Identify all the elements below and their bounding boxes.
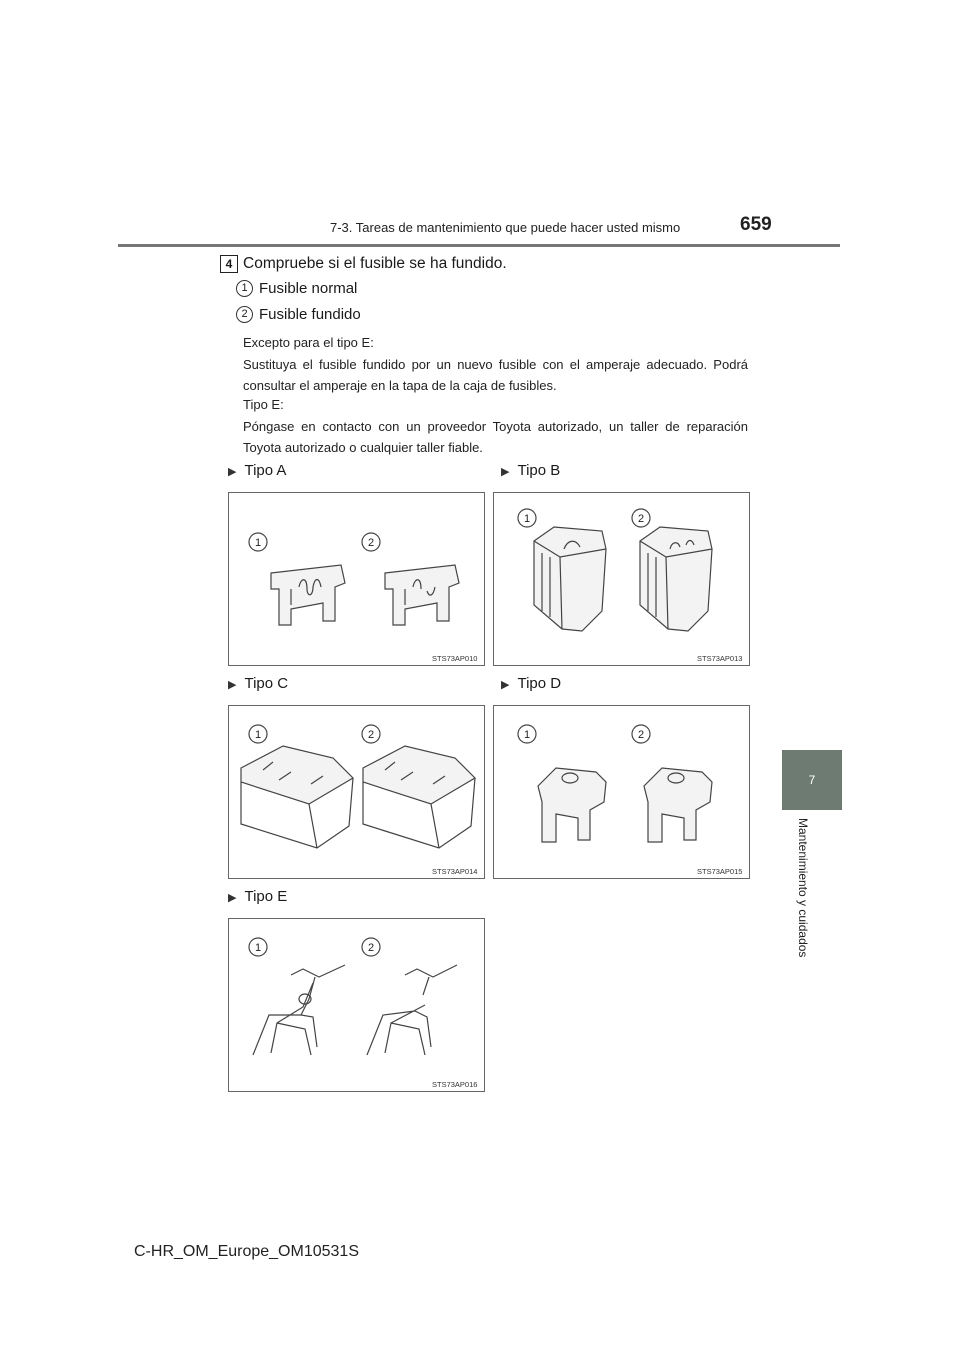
chapter-label <box>796 818 816 973</box>
figure-code: STS73AP013 <box>697 654 743 663</box>
fuse-type-a-drawing <box>229 493 486 667</box>
fuse-type-b-drawing <box>494 493 751 667</box>
chapter-label-text: Mantenimiento y cuidados <box>796 818 810 958</box>
item-label-blown: Fusible fundido <box>259 306 361 323</box>
paragraph-except-e <box>243 332 748 397</box>
paragraph-1-heading: Excepto para el tipo E: <box>243 335 374 350</box>
arrow-icon: ▶ <box>228 679 237 691</box>
svg-text:2: 2 <box>367 729 375 741</box>
figure-label-tipo-a: ▶ Tipo A <box>228 462 287 479</box>
svg-text:1: 1 <box>254 729 262 741</box>
callout-2: 2 <box>367 537 375 549</box>
item-label-normal: Fusible normal <box>259 280 358 297</box>
arrow-icon: ▶ <box>501 679 510 691</box>
item-badge-2: 2 <box>236 306 253 323</box>
header-divider <box>118 244 840 247</box>
figure-code: STS73AP014 <box>432 867 478 876</box>
figure-tipo-b <box>493 492 750 666</box>
section-title: 7-3. Tareas de mantenimiento que puede hacer usted mismo <box>330 220 681 235</box>
figure-code: STS73AP010 <box>432 654 478 663</box>
item-badge-1: 1 <box>236 280 253 297</box>
figure-tipo-c <box>228 705 485 879</box>
figure-label-tipo-e: ▶ Tipo E <box>228 888 288 905</box>
arrow-icon: ▶ <box>501 466 510 478</box>
svg-text:1: 1 <box>254 942 262 954</box>
arrow-icon: ▶ <box>228 892 237 904</box>
svg-text:2: 2 <box>367 942 375 954</box>
fuse-type-c-drawing <box>229 706 486 880</box>
svg-text:1: 1 <box>523 729 531 741</box>
figure-code: STS73AP016 <box>432 1080 478 1089</box>
callout-1: 1 <box>254 537 262 549</box>
svg-text:1: 1 <box>523 513 531 525</box>
fuse-type-e-drawing <box>229 919 486 1093</box>
paragraph-2-body: Póngase en contacto con un proveedor Toyota autorizado, un taller de reparación Toyota autorizado o cualquier taller fiable. <box>243 418 748 455</box>
arrow-icon: ▶ <box>228 466 237 478</box>
svg-text:2: 2 <box>637 729 645 741</box>
paragraph-1-body: Sustituya el fusible fundido por un nuevo fusible con el amperaje adecuado. Podrá consultar el amperaje en la tapa de la caja de fusibles. <box>243 356 748 393</box>
svg-text:2: 2 <box>637 513 645 525</box>
figure-code: STS73AP015 <box>697 867 743 876</box>
figure-tipo-e <box>228 918 485 1092</box>
figure-label-tipo-c: ▶ Tipo C <box>228 675 289 692</box>
figure-tipo-d <box>493 705 750 879</box>
paragraph-2-heading: Tipo E: <box>243 397 284 412</box>
document-id: C-HR_OM_Europe_OM10531S <box>134 1243 359 1260</box>
step-badge: 4 <box>220 255 238 273</box>
figure-label-tipo-b: ▶ Tipo B <box>501 462 561 479</box>
figure-tipo-a <box>228 492 485 666</box>
paragraph-type-e <box>243 394 748 459</box>
step-title: Compruebe si el fusible se ha fundido. <box>243 255 507 272</box>
fuse-type-d-drawing <box>494 706 751 880</box>
chapter-tab: 7 <box>782 750 842 810</box>
page-number: 659 <box>740 214 772 235</box>
figure-label-tipo-d: ▶ Tipo D <box>501 675 562 692</box>
